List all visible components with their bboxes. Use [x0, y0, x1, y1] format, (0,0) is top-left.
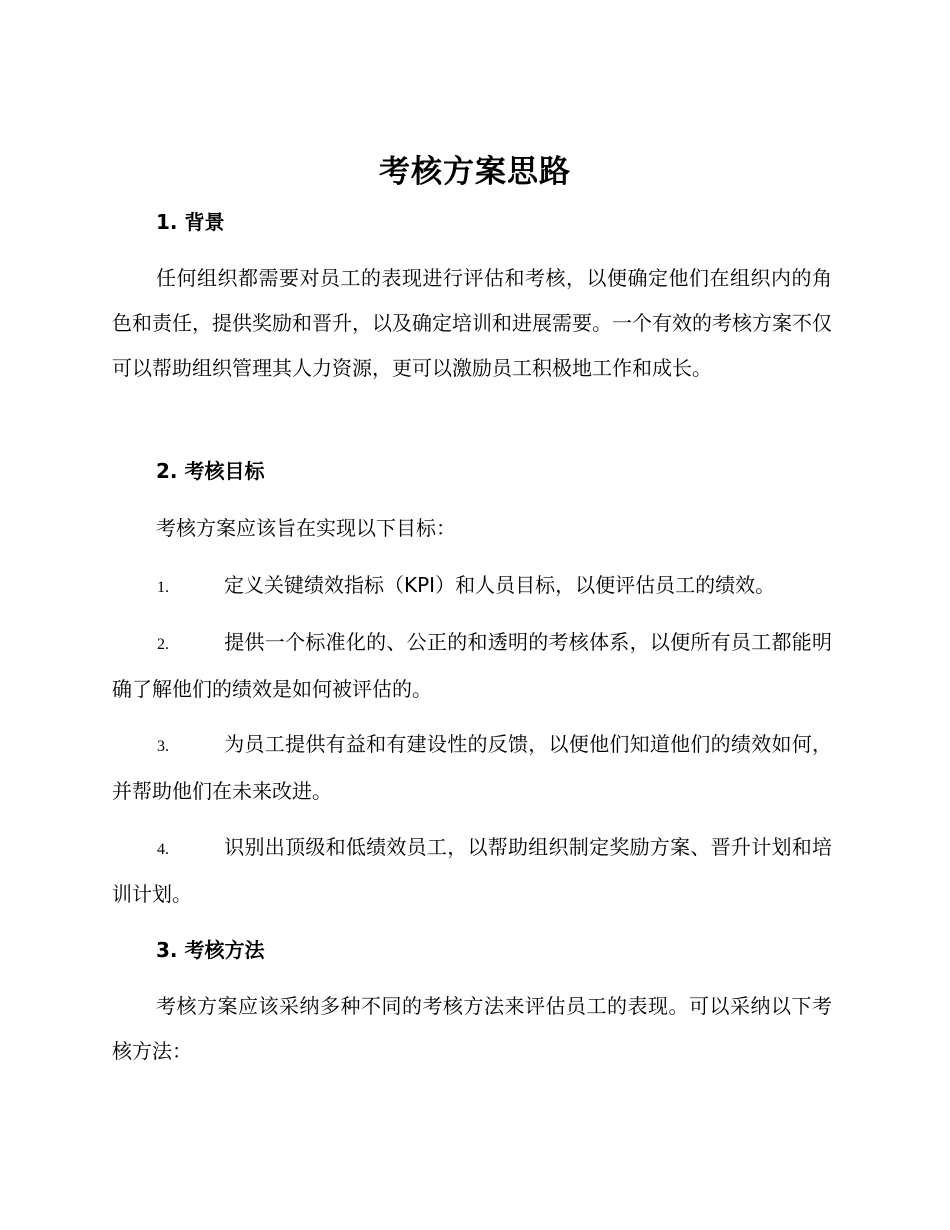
goal-list-item	[112, 563, 832, 610]
methods-paragraph: 考核方案应该采纳多种不同的考核方法来评估员工的表现。可以采纳以下考核方法：	[112, 994, 832, 1063]
goal-list-text: 为员工提供有益和有建设性的反馈，以便他们知道他们的绩效如何，并帮助他们在未来改进。	[112, 732, 832, 803]
section-heading-background: 1. 背景	[156, 210, 225, 234]
goal-list-number: 1.	[157, 579, 169, 596]
goal-list-text: 定义关键绩效指标（KPI）和人员目标，以便评估员工的绩效。	[224, 573, 776, 597]
goals-intro-paragraph: 考核方案应该旨在实现以下目标：	[156, 516, 456, 540]
goal-list-text: 提供一个标准化的、公正的和透明的考核体系，以便所有员工都能明确了解他们的绩效是如何被评估的。	[112, 630, 832, 701]
background-paragraph: 任何组织都需要对员工的表现进行评估和考核，以便确定他们在组织内的角色和责任，提供奖励和晋升，以及确定培训和进展需要。一个有效的考核方案不仅可以帮助组织管理其人力资源，更可以激励员工积极地工作和成长。	[112, 266, 832, 380]
goal-list-item	[112, 620, 832, 712]
goal-list-number: 3.	[157, 738, 169, 755]
goal-list-number: 4.	[157, 841, 169, 858]
goal-list-number: 2.	[157, 636, 169, 653]
section-heading-goals: 2. 考核目标	[156, 459, 265, 483]
section-heading-methods: 3. 考核方法	[156, 938, 265, 962]
goal-list-item	[112, 825, 832, 917]
goal-list-text: 识别出顶级和低绩效员工，以帮助组织制定奖励方案、晋升计划和培训计划。	[112, 835, 832, 906]
document-title: 考核方案思路	[379, 154, 571, 190]
goal-list-item	[112, 722, 832, 814]
